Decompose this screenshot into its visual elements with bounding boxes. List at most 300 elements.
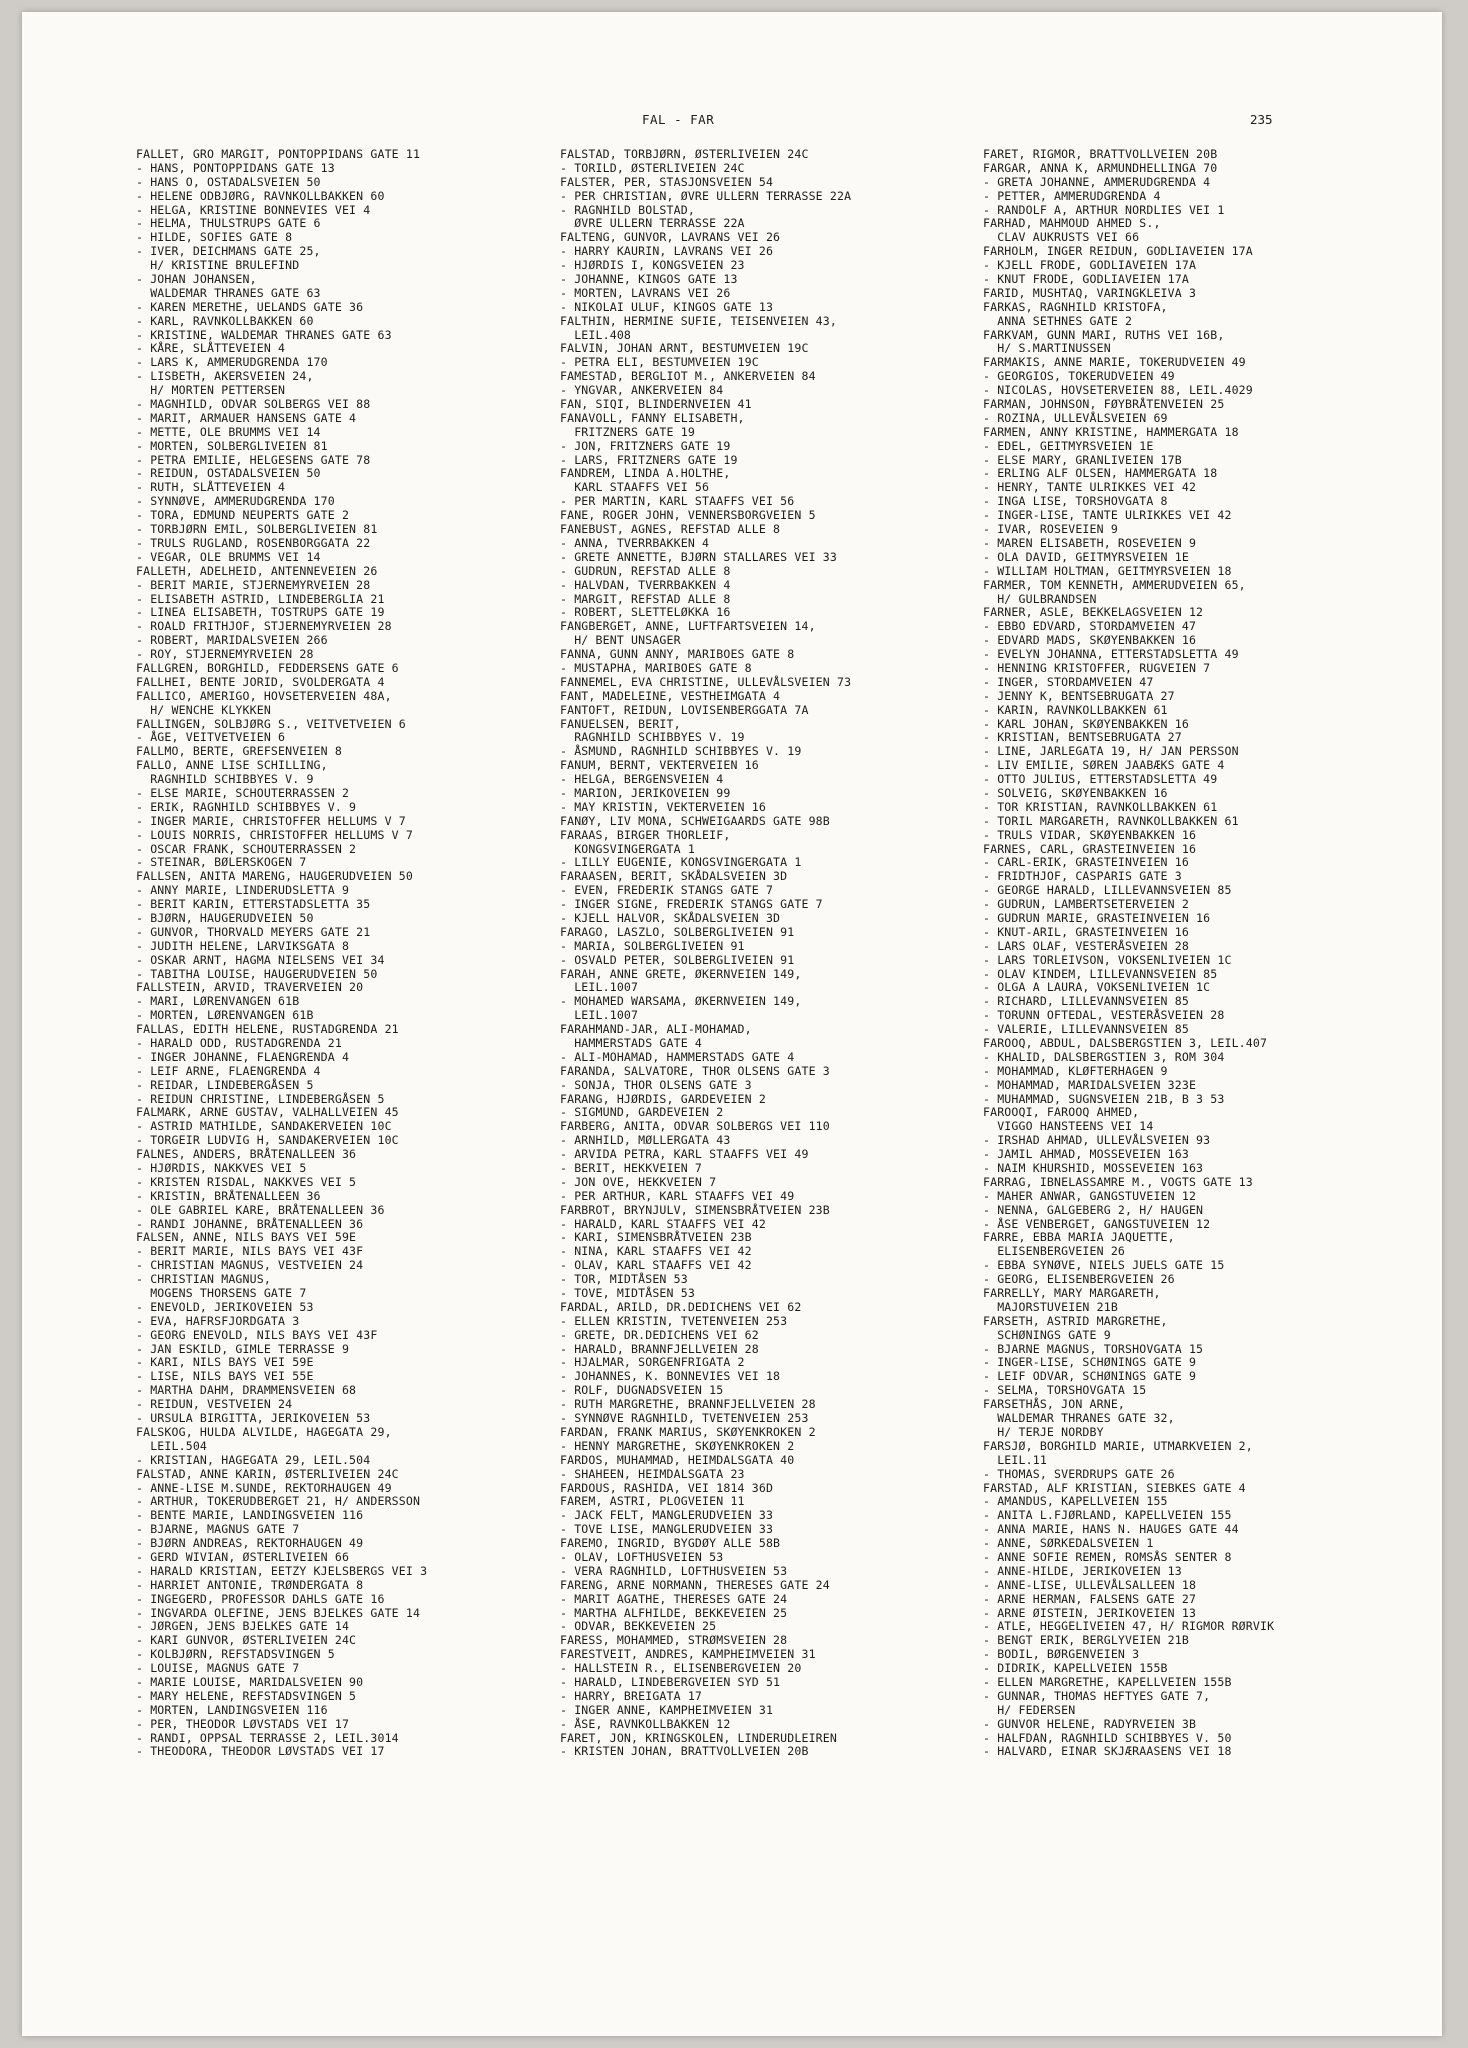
directory-entry-line: - TABITHA LOUISE, HAUGERUDVEIEN 50: [136, 966, 378, 981]
directory-entry-line: HAMMERSTADS GATE 4: [560, 1036, 703, 1050]
directory-entry-line: FARID, MUSHTAQ, VARINGKLEIVA 3: [983, 285, 1197, 300]
directory-entry-line: KARL STAAFFS VEI 56: [560, 480, 710, 495]
directory-entry-line: - KJELL FRODE, GODLIAVEIEN 17A: [983, 258, 1197, 273]
directory-entry-line: FALSEN, ANNE, NILS BAYS VEI 59E: [136, 1230, 357, 1245]
directory-entry-line: - PETRA ELI, BESTUMVEIEN 19C: [560, 355, 759, 370]
directory-entry-line: - HJALMAR, SORGENFRIGATA 2: [560, 1355, 745, 1370]
directory-entry-line: - PER MARTIN, KARL STAAFFS VEI 56: [560, 494, 795, 509]
directory-entry-line: - DIDRIK, KAPELLVEIEN 155B: [983, 1661, 1168, 1676]
directory-entry-line: - KRISTEN RISDAL, NAKKVES VEI 5: [136, 1174, 357, 1189]
directory-entry-line: - HILDE, SOFIES GATE 8: [136, 230, 293, 245]
directory-entry-line: - ROLF, DUGNADSVEIEN 15: [560, 1383, 724, 1398]
directory-entry-line: FANNEMEL, EVA CHRISTINE, ULLEVÅLSVEIEN 73: [560, 674, 852, 689]
directory-entry-line: - MARTHA ALFHILDE, BEKKEVEIEN 25: [560, 1605, 788, 1620]
directory-entry-line: - PETTER, AMMERUDGRENDA 4: [983, 188, 1161, 203]
directory-entry-line: FANUM, BERNT, VEKTERVEIEN 16: [560, 758, 759, 773]
directory-entry-line: - LIV EMILIE, SØREN JAABÆKS GATE 4: [983, 758, 1225, 773]
directory-entry-line: FARAAS, BIRGER THORLEIF,: [560, 827, 731, 842]
directory-entry-line: FANTOFT, REIDUN, LOVISENBERGGATA 7A: [560, 702, 809, 717]
directory-entry-line: - KRISTINE, WALDEMAR THRANES GATE 63: [136, 327, 392, 342]
directory-entry-line: - ERLING ALF OLSEN, HAMMERGATA 18: [983, 466, 1218, 481]
directory-entry-line: - HJØRDIS, NAKKVES VEI 5: [136, 1161, 307, 1176]
directory-entry-line: MOGENS THORSENS GATE 7: [136, 1286, 307, 1301]
directory-entry-line: FARKAS, RAGNHILD KRISTOFA,: [983, 299, 1168, 314]
directory-entry-line: FARHAD, MAHMOUD AHMED S.,: [983, 216, 1161, 231]
directory-entry-line: - ODVAR, BEKKEVEIEN 25: [560, 1619, 717, 1634]
directory-entry-line: WALDEMAR THRANES GATE 32,: [983, 1411, 1175, 1426]
directory-entry-line: FARANDA, SALVATORE, THOR OLSENS GATE 3: [560, 1063, 830, 1078]
directory-entry-line: FALLET, GRO MARGIT, PONTOPPIDANS GATE 11: [136, 147, 421, 161]
directory-entry-line: - ÅSE VENBERGET, GANGSTUVEIEN 12: [983, 1216, 1211, 1231]
directory-entry-line: - INGER-LISE, TANTE ULRIKKES VEI 42: [983, 508, 1232, 523]
directory-entry-line: - EDVARD MADS, SKØYENBAKKEN 16: [983, 633, 1197, 648]
directory-entry-line: - LARS OLAF, VESTERÅSVEIEN 28: [983, 938, 1189, 953]
directory-entry-line: FARHOLM, INGER REIDUN, GODLIAVEIEN 17A: [983, 244, 1253, 259]
directory-entry-line: - WILLIAM HOLTMAN, GEITMYRSVEIEN 18: [983, 563, 1232, 578]
directory-entry-line: - OLGA A LAURA, VOKSENLIVEIEN 1C: [983, 980, 1211, 995]
directory-entry-line: FANT, MADELEINE, VESTHEIMGATA 4: [560, 688, 781, 703]
directory-entry-line: - JAMIL AHMAD, MOSSEVEIEN 163: [983, 1147, 1189, 1162]
directory-entry-line: - OLAV KINDEM, LILLEVANNSVEIEN 85: [983, 966, 1218, 981]
directory-entry-line: - MARIT, ARMAUER HANSENS GATE 4: [136, 410, 357, 425]
directory-entry-line: - AMANDUS, KAPELLVEIEN 155: [983, 1494, 1168, 1509]
directory-entry-line: FARANG, HJØRDIS, GARDEVEIEN 2: [560, 1091, 766, 1106]
directory-entry-line: H/ MORTEN PETTERSEN: [136, 383, 286, 398]
directory-entry-line: - ROY, STJERNEMYRVEIEN 28: [136, 647, 314, 662]
directory-entry-line: - TRULS RUGLAND, ROSENBORGGATA 22: [136, 535, 371, 550]
directory-entry-line: - MARI, LØRENVANGEN 61B: [136, 994, 300, 1009]
directory-entry-line: FARESTVEIT, ANDRES, KAMPHEIMVEIEN 31: [560, 1647, 816, 1662]
directory-entry-line: - ARNE HERMAN, FALSENS GATE 27: [983, 1591, 1197, 1606]
directory-entry-line: FARNES, CARL, GRASTEINVEIEN 16: [983, 841, 1197, 856]
directory-entry-line: - GUNVOR, THORVALD MEYERS GATE 21: [136, 924, 371, 939]
directory-entry-line: - BJARNE, MAGNUS GATE 7: [136, 1522, 300, 1537]
directory-entry-line: FARAASEN, BERIT, SKÅDALSVEIEN 3D: [560, 869, 788, 884]
directory-entry-line: FALLICO, AMERIGO, HOVSETERVEIEN 48A,: [136, 688, 392, 703]
directory-entry-line: FALNES, ANDERS, BRÅTENALLEEN 36: [136, 1147, 357, 1162]
directory-entry-line: - SELMA, TORSHOVGATA 15: [983, 1383, 1147, 1398]
directory-entry-line: FALLSEN, ANITA MARENG, HAUGERUDVEIEN 50: [136, 869, 413, 884]
directory-entry-line: FARNER, ASLE, BEKKELAGSVEIEN 12: [983, 605, 1204, 620]
directory-entry-line: - GUNNAR, THOMAS HEFTYES GATE 7,: [983, 1688, 1211, 1703]
directory-entry-line: - EVELYN JOHANNA, ETTERSTADSLETTA 49: [983, 647, 1239, 662]
directory-entry-line: - ANNE, SØRKEDALSVEIEN 1: [983, 1536, 1154, 1551]
directory-entry-line: - REIDUN, OSTADALSVEIEN 50: [136, 466, 321, 481]
directory-entry-line: ANNA SETHNES GATE 2: [983, 313, 1133, 328]
directory-entry-line: FALTHIN, HERMINE SUFIE, TEISENVEIEN 43,: [560, 313, 837, 328]
directory-entry-line: FARET, JON, KRINGSKOLEN, LINDERUDLEIREN: [560, 1730, 837, 1745]
directory-entry-line: - HENNING KRISTOFFER, RUGVEIEN 7: [983, 660, 1211, 675]
directory-entry-line: - URSULA BIRGITTA, JERIKOVEIEN 53: [136, 1411, 371, 1426]
directory-entry-line: - PER ARTHUR, KARL STAAFFS VEI 49: [560, 1188, 795, 1203]
directory-entry-line: - CHRISTIAN MAGNUS,: [136, 1272, 271, 1287]
directory-entry-line: FARDAL, ARILD, DR.DEDICHENS VEI 62: [560, 1299, 802, 1314]
directory-entry-line: - SIGMUND, GARDEVEIEN 2: [560, 1105, 724, 1120]
directory-entry-line: - OSVALD PETER, SOLBERGLIVEIEN 91: [560, 952, 795, 967]
directory-entry-line: - NICOLAS, HOVSETERVEIEN 88, LEIL.4029: [983, 383, 1253, 398]
directory-entry-line: - INGER-LISE, SCHØNINGS GATE 9: [983, 1355, 1197, 1370]
directory-entry-line: - HALVDAN, TVERRBAKKEN 4: [560, 577, 731, 592]
directory-entry-line: - OLE GABRIEL KARE, BRÅTENALLEEN 36: [136, 1202, 385, 1217]
directory-entry-line: - MORTEN, SOLBERGLIVEIEN 81: [136, 438, 328, 453]
directory-entry-line: - JON OVE, HEKKVEIEN 7: [560, 1174, 717, 1189]
directory-entry-line: - KRISTIAN, BENTSEBRUGATA 27: [983, 730, 1182, 745]
directory-entry-line: H/ BENT UNSAGER: [560, 633, 681, 648]
directory-entry-line: FANGBERGET, ANNE, LUFTFARTSVEIEN 14,: [560, 619, 816, 634]
directory-entry-line: FRITZNERS GATE 19: [560, 424, 695, 439]
directory-entry-line: - LEIF ARNE, FLAENGRENDA 4: [136, 1063, 321, 1078]
directory-entry-line: - LINEA ELISABETH, TOSTRUPS GATE 19: [136, 605, 385, 620]
directory-entry-line: FARET, RIGMOR, BRATTVOLLVEIEN 20B: [983, 147, 1218, 161]
directory-entry-line: - ANNE SOFIE REMEN, ROMSÅS SENTER 8: [983, 1549, 1232, 1564]
directory-entry-line: - IRSHAD AHMAD, ULLEVÅLSVEIEN 93: [983, 1133, 1211, 1148]
directory-entry-line: FANØY, LIV MONA, SCHWEIGAARDS GATE 98B: [560, 813, 830, 828]
directory-entry-line: FANDREM, LINDA A.HOLTHE,: [560, 466, 731, 481]
directory-entry-line: - GUDRUN, REFSTAD ALLE 8: [560, 563, 731, 578]
directory-entry-line: - JAN ESKILD, GIMLE TERRASSE 9: [136, 1341, 350, 1356]
directory-entry-line: FALMARK, ARNE GUSTAV, VALHALLVEIEN 45: [136, 1105, 399, 1120]
directory-entry-line: - BERIT, HEKKVEIEN 7: [560, 1161, 703, 1176]
directory-entry-line: FALLO, ANNE LISE SCHILLING,: [136, 758, 328, 773]
directory-entry-line: - KARL JOHAN, SKØYENBAKKEN 16: [983, 716, 1189, 731]
directory-entry-line: - MARIT AGATHE, THERESES GATE 24: [560, 1591, 788, 1606]
directory-entry-line: - MOHAMMAD, KLØFTERHAGEN 9: [983, 1063, 1168, 1078]
directory-entry-line: FARENG, ARNE NORMANN, THERESES GATE 24: [560, 1577, 830, 1592]
directory-entry-line: - MAREN ELISABETH, ROSEVEIEN 9: [983, 535, 1197, 550]
directory-entry-line: FARBERG, ANITA, ODVAR SOLBERGS VEI 110: [560, 1119, 830, 1134]
page-header: FAL - FAR: [642, 112, 715, 127]
directory-entry-line: - HJØRDIS I, KONGSVEIEN 23: [560, 258, 745, 273]
directory-entry-line: H/ S.MARTINUSSEN: [983, 341, 1111, 356]
directory-entry-line: - OLAV, KARL STAAFFS VEI 42: [560, 1258, 752, 1273]
directory-entry-line: FARGAR, ANNA K, ARMUNDHELLINGA 70: [983, 160, 1218, 175]
directory-entry-line: - HARALD, LINDEBERGVEIEN SYD 51: [560, 1674, 781, 1689]
directory-entry-line: - INGER MARIE, CHRISTOFFER HELLUMS V 7: [136, 813, 406, 828]
directory-entry-line: - LEIF ODVAR, SCHØNINGS GATE 9: [983, 1369, 1197, 1384]
directory-entry-line: - MAY KRISTIN, VEKTERVEIEN 16: [560, 799, 766, 814]
directory-entry-line: FAMESTAD, BERGLIOT M., ANKERVEIEN 84: [560, 369, 816, 384]
directory-entry-line: VIGGO HANSTEENS VEI 14: [983, 1119, 1154, 1134]
directory-entry-line: - RUTH, SLÅTTEVEIEN 4: [136, 480, 286, 495]
directory-column-2: [560, 148, 851, 1759]
directory-entry-line: FALLSTEIN, ARVID, TRAVERVEIEN 20: [136, 980, 364, 995]
directory-entry-line: - VERA RAGNHILD, LOFTHUSVEIEN 53: [560, 1563, 788, 1578]
directory-entry-line: - EBBA SYNØVE, NIELS JUELS GATE 15: [983, 1258, 1225, 1273]
directory-entry-line: - ELLEN MARGRETHE, KAPELLVEIEN 155B: [983, 1674, 1232, 1689]
directory-entry-line: - ROBERT, MARIDALSVEIEN 266: [136, 633, 328, 648]
directory-entry-line: - SONJA, THOR OLSENS GATE 3: [560, 1077, 752, 1092]
directory-entry-line: FALTENG, GUNVOR, LAVRANS VEI 26: [560, 230, 781, 245]
directory-entry-line: - JON, FRITZNERS GATE 19: [560, 438, 731, 453]
directory-entry-line: FARDAN, FRANK MARIUS, SKØYENKROKEN 2: [560, 1424, 816, 1439]
directory-entry-line: - RICHARD, LILLEVANNSVEIEN 85: [983, 994, 1189, 1009]
directory-entry-line: - MORTEN, LAVRANS VEI 26: [560, 285, 731, 300]
directory-entry-line: - BODIL, BØRGENVEIEN 3: [983, 1647, 1140, 1662]
directory-entry-line: - ALI-MOHAMAD, HAMMERSTADS GATE 4: [560, 1049, 795, 1064]
directory-entry-line: - RUTH MARGRETHE, BRANNFJELLVEIEN 28: [560, 1397, 816, 1412]
directory-entry-line: MAJORSTUVEIEN 21B: [983, 1299, 1118, 1314]
directory-entry-line: - ELSE MARY, GRANLIVEIEN 17B: [983, 452, 1182, 467]
directory-entry-line: - ROBERT, SLETTELØKKA 16: [560, 605, 731, 620]
directory-entry-line: FARRE, EBBA MARIA JAQUETTE,: [983, 1230, 1175, 1245]
directory-entry-line: - MARIA, SOLBERGLIVEIEN 91: [560, 938, 745, 953]
directory-entry-line: FALLHEI, BENTE JORID, SVOLDERGATA 4: [136, 674, 385, 689]
directory-entry-line: FALLETH, ADELHEID, ANTENNEVEIEN 26: [136, 563, 378, 578]
directory-entry-line: - INGER SIGNE, FREDERIK STANGS GATE 7: [560, 897, 823, 912]
directory-entry-line: - ÅSE, RAVNKOLLBAKKEN 12: [560, 1716, 731, 1731]
directory-entry-line: - EVA, HAFRSFJORDGATA 3: [136, 1313, 300, 1328]
directory-entry-line: - NINA, KARL STAAFFS VEI 42: [560, 1244, 752, 1259]
directory-entry-line: - MUHAMMAD, SUGNSVEIEN 21B, B 3 53: [983, 1091, 1225, 1106]
directory-entry-line: - INGER JOHANNE, FLAENGRENDA 4: [136, 1049, 350, 1064]
directory-entry-line: ELISENBERGVEIEN 26: [983, 1244, 1126, 1259]
directory-entry-line: - THEODORA, THEODOR LØVSTADS VEI 17: [136, 1744, 385, 1759]
directory-entry-line: - GEORGIOS, TOKERUDVEIEN 49: [983, 369, 1175, 384]
directory-entry-line: - OLAV, LOFTHUSVEIEN 53: [560, 1549, 724, 1564]
directory-entry-line: - HENNY MARGRETHE, SKØYENKROKEN 2: [560, 1438, 795, 1453]
directory-entry-line: - LOUIS NORRIS, CHRISTOFFER HELLUMS V 7: [136, 827, 413, 842]
directory-entry-line: - TOVE, MIDTÅSEN 53: [560, 1286, 695, 1301]
directory-entry-line: - ÅSMUND, RAGNHILD SCHIBBYES V. 19: [560, 744, 802, 759]
directory-entry-line: - TORIL MARGARETH, RAVNKOLLBAKKEN 61: [983, 813, 1239, 828]
directory-entry-line: FALSTAD, ANNE KARIN, ØSTERLIVEIEN 24C: [136, 1466, 399, 1481]
directory-entry-line: - LARS TORLEIVSON, VOKSENLIVEIEN 1C: [983, 952, 1232, 967]
directory-entry-line: - ANNA, TVERRBAKKEN 4: [560, 535, 710, 550]
directory-entry-line: - BJØRN, HAUGERUDVEIEN 50: [136, 910, 314, 925]
directory-entry-line: - SHAHEEN, HEIMDALSGATA 23: [560, 1466, 745, 1481]
directory-entry-line: - BJARNE MAGNUS, TORSHOVGATA 15: [983, 1341, 1204, 1356]
directory-entry-line: - ROALD FRITHJOF, STJERNEMYRVEIEN 28: [136, 619, 392, 634]
directory-entry-line: - LISBETH, AKERSVEIEN 24,: [136, 369, 314, 384]
directory-entry-line: - HARALD ODD, RUSTADGRENDA 21: [136, 1036, 342, 1050]
directory-entry-line: - THOMAS, SVERDRUPS GATE 26: [983, 1466, 1175, 1481]
directory-entry-line: FAREMO, INGRID, BYGDØY ALLE 58B: [560, 1536, 781, 1551]
directory-entry-line: - SOLVEIG, SKØYENBAKKEN 16: [983, 785, 1168, 800]
directory-entry-line: - GRETE, DR.DEDICHENS VEI 62: [560, 1327, 759, 1342]
directory-entry-line: - KOLBJØRN, REFSTADSVINGEN 5: [136, 1647, 335, 1662]
directory-entry-line: - GEORGE HARALD, LILLEVANNSVEIEN 85: [983, 883, 1232, 898]
directory-entry-line: - KARI GUNVOR, ØSTERLIVEIEN 24C: [136, 1633, 357, 1648]
directory-entry-line: - JOHANNES, K. BONNEVIES VEI 18: [560, 1369, 781, 1384]
directory-entry-line: FARMAKIS, ANNE MARIE, TOKERUDVEIEN 49: [983, 355, 1246, 370]
directory-entry-line: - MARY HELENE, REFSTADSVINGEN 5: [136, 1688, 357, 1703]
directory-entry-line: FARKVAM, GUNN MARI, RUTHS VEI 16B,: [983, 327, 1225, 342]
directory-entry-line: - INGA LISE, TORSHOVGATA 8: [983, 494, 1168, 509]
directory-entry-line: FALSTER, PER, STASJONSVEIEN 54: [560, 174, 774, 189]
directory-entry-line: - KRISTEN JOHAN, BRATTVOLLVEIEN 20B: [560, 1744, 809, 1759]
directory-entry-line: - JENNY K, BENTSEBRUGATA 27: [983, 688, 1175, 703]
directory-entry-line: - PETRA EMILIE, HELGESENS GATE 78: [136, 452, 371, 467]
directory-entry-line: - EBBO EDVARD, STORDAMVEIEN 47: [983, 619, 1197, 634]
directory-entry-line: - HALVARD, EINAR SKJÆRAASENS VEI 18: [983, 1744, 1232, 1759]
directory-entry-line: - SYNNØVE RAGNHILD, TVETENVEIEN 253: [560, 1411, 809, 1426]
directory-entry-line: - LARS, FRITZNERS GATE 19: [560, 452, 738, 467]
directory-entry-line: - KRISTIAN, HAGEGATA 29, LEIL.504: [136, 1452, 371, 1467]
directory-entry-line: FARAGO, LASZLO, SOLBERGLIVEIEN 91: [560, 924, 795, 939]
directory-entry-line: - OTTO JULIUS, ETTERSTADSLETTA 49: [983, 772, 1218, 787]
directory-entry-line: - ELISABETH ASTRID, LINDEBERGLIA 21: [136, 591, 385, 606]
directory-entry-line: - ASTRID MATHILDE, SANDAKERVEIEN 10C: [136, 1119, 392, 1134]
directory-entry-line: - CHRISTIAN MAGNUS, VESTVEIEN 24: [136, 1258, 364, 1273]
directory-page: [22, 12, 1442, 2036]
directory-entry-line: - REIDAR, LINDEBERGÅSEN 5: [136, 1077, 314, 1092]
directory-entry-line: - FRIDTHJOF, CASPARIS GATE 3: [983, 869, 1182, 884]
directory-entry-line: - ARNE ØISTEIN, JERIKOVEIEN 13: [983, 1605, 1197, 1620]
directory-entry-line: - ARVIDA PETRA, KARL STAAFFS VEI 49: [560, 1147, 809, 1162]
directory-entry-line: - BENGT ERIK, BERGLYVEIEN 21B: [983, 1633, 1189, 1648]
directory-entry-line: - KARIN, RAVNKOLLBAKKEN 61: [983, 702, 1168, 717]
directory-entry-line: - MORTEN, LANDINGSVEIEN 116: [136, 1702, 328, 1717]
directory-entry-line: FARAHMAND-JAR, ALI-MOHAMAD,: [560, 1022, 752, 1037]
directory-entry-line: FARRELLY, MARY MARGARETH,: [983, 1286, 1161, 1301]
directory-entry-line: FANUELSEN, BERIT,: [560, 716, 681, 731]
directory-entry-line: H/ WENCHE KLYKKEN: [136, 702, 271, 717]
directory-entry-line: FARMEN, ANNY KRISTINE, HAMMERGATA 18: [983, 424, 1239, 439]
directory-entry-line: - INGER, STORDAMVEIEN 47: [983, 674, 1154, 689]
directory-entry-line: FALLGREN, BORGHILD, FEDDERSENS GATE 6: [136, 660, 399, 675]
directory-entry-line: FAROOQI, FAROOQ AHMED,: [983, 1105, 1140, 1120]
directory-entry-line: - INGEGERD, PROFESSOR DAHLS GATE 16: [136, 1591, 385, 1606]
directory-entry-line: - KÅRE, SLÅTTEVEIEN 4: [136, 341, 286, 356]
directory-entry-line: - ANITA L.FJØRLAND, KAPELLVEIEN 155: [983, 1508, 1232, 1523]
directory-entry-line: CLAV AUKRUSTS VEI 66: [983, 230, 1140, 245]
directory-entry-line: - TOR KRISTIAN, RAVNKOLLBAKKEN 61: [983, 799, 1218, 814]
directory-entry-line: - MAHER ANWAR, GANGSTUVEIEN 12: [983, 1188, 1197, 1203]
directory-entry-line: - BERIT MARIE, STJERNEMYRVEIEN 28: [136, 577, 371, 592]
directory-entry-line: - TOR, MIDTÅSEN 53: [560, 1272, 688, 1287]
directory-entry-line: - BJØRN ANDREAS, REKTORHAUGEN 49: [136, 1536, 364, 1551]
directory-entry-line: - GEORG ENEVOLD, NILS BAYS VEI 43F: [136, 1327, 378, 1342]
directory-entry-line: - MOHAMMAD, MARIDALSVEIEN 323E: [983, 1077, 1197, 1092]
directory-entry-line: - IVAR, ROSEVEIEN 9: [983, 522, 1118, 537]
directory-entry-line: H/ KRISTINE BRULEFIND: [136, 258, 300, 273]
directory-entry-line: FALLINGEN, SOLBJØRG S., VEITVETVEIEN 6: [136, 716, 406, 731]
directory-entry-line: - PER, THEODOR LØVSTADS VEI 17: [136, 1716, 350, 1731]
directory-column-1: [136, 148, 427, 1759]
directory-entry-line: - MARTHA DAHM, DRAMMENSVEIEN 68: [136, 1383, 357, 1398]
directory-entry-line: - EDEL, GEITMYRSVEIEN 1E: [983, 438, 1154, 453]
directory-entry-line: - MOHAMED WARSAMA, ØKERNVEIEN 149,: [560, 994, 802, 1009]
directory-entry-line: - JØRGEN, JENS BJELKES GATE 14: [136, 1619, 350, 1634]
directory-entry-line: - HELENE ODBJØRG, RAVNKOLLBAKKEN 60: [136, 188, 385, 203]
directory-entry-line: - BERIT MARIE, NILS BAYS VEI 43F: [136, 1244, 364, 1259]
directory-entry-line: - KAREN MERETHE, UELANDS GATE 36: [136, 299, 364, 314]
directory-entry-line: - RAGNHILD BOLSTAD,: [560, 202, 695, 217]
directory-entry-line: - GERD WIVIAN, ØSTERLIVEIEN 66: [136, 1549, 350, 1564]
directory-entry-line: FALLAS, EDITH HELENE, RUSTADGRENDA 21: [136, 1022, 399, 1037]
directory-entry-line: - GRETE ANNETTE, BJØRN STALLARES VEI 33: [560, 549, 837, 564]
directory-entry-line: - REIDUN CHRISTINE, LINDEBERGÅSEN 5: [136, 1091, 385, 1106]
directory-entry-line: - LOUISE, MAGNUS GATE 7: [136, 1661, 300, 1676]
directory-entry-line: - INGVARDA OLEFINE, JENS BJELKES GATE 14: [136, 1605, 421, 1620]
directory-entry-line: - TORA, EDMUND NEUPERTS GATE 2: [136, 508, 350, 523]
directory-entry-line: - RANDI JOHANNE, BRÅTENALLEEN 36: [136, 1216, 364, 1231]
directory-entry-line: - TOVE LISE, MANGLERUDVEIEN 33: [560, 1522, 774, 1537]
directory-entry-line: - LILLY EUGENIE, KONGSVINGERGATA 1: [560, 855, 802, 870]
directory-entry-line: FALVIN, JOHAN ARNT, BESTUMVEIEN 19C: [560, 341, 809, 356]
directory-entry-line: - HARRIET ANTONIE, TRØNDERGATA 8: [136, 1577, 364, 1592]
directory-entry-line: - ELLEN KRISTIN, TVETENVEIEN 253: [560, 1313, 788, 1328]
directory-entry-line: - HELGA, BERGENSVEIEN 4: [560, 772, 724, 787]
directory-entry-line: - KARL, RAVNKOLLBAKKEN 60: [136, 313, 314, 328]
directory-entry-line: - TORILD, ØSTERLIVEIEN 24C: [560, 160, 745, 175]
directory-entry-line: LEIL.408: [560, 327, 632, 342]
directory-entry-line: FANE, ROGER JOHN, VENNERSBORGVEIEN 5: [560, 508, 816, 523]
directory-entry-line: - ROZINA, ULLEVÅLSVEIEN 69: [983, 410, 1168, 425]
directory-entry-line: - REIDUN, VESTVEIEN 24: [136, 1397, 293, 1412]
directory-entry-line: - MUSTAPHA, MARIBOES GATE 8: [560, 660, 752, 675]
directory-entry-line: - JUDITH HELENE, LARVIKSGATA 8: [136, 938, 350, 953]
directory-entry-line: LEIL.11: [983, 1452, 1047, 1467]
directory-entry-line: - TORBJØRN EMIL, SOLBERGLIVEIEN 81: [136, 522, 378, 537]
directory-entry-line: - ANNE-LISE M.SUNDE, REKTORHAUGEN 49: [136, 1480, 392, 1495]
directory-entry-line: - HARALD, KARL STAAFFS VEI 42: [560, 1216, 766, 1231]
directory-entry-line: - HELGA, KRISTINE BONNEVIES VEI 4: [136, 202, 371, 217]
directory-entry-line: - ANNE-LISE, ULLEVÅLSALLEEN 18: [983, 1577, 1197, 1592]
directory-entry-line: - HELMA, THULSTRUPS GATE 6: [136, 216, 321, 231]
directory-entry-line: - VALERIE, LILLEVANNSVEIEN 85: [983, 1022, 1189, 1037]
directory-entry-line: - OLA DAVID, GEITMYRSVEIEN 1E: [983, 549, 1189, 564]
directory-entry-line: - OSKAR ARNT, HAGMA NIELSENS VEI 34: [136, 952, 385, 967]
directory-entry-line: FARESS, MOHAMMED, STRØMSVEIEN 28: [560, 1633, 788, 1648]
directory-entry-line: - HANS O, OSTADALSVEIEN 50: [136, 174, 321, 189]
directory-entry-line: FARSJØ, BORGHILD MARIE, UTMARKVEIEN 2,: [983, 1438, 1253, 1453]
directory-entry-line: H/ FEDERSEN: [983, 1702, 1076, 1717]
directory-entry-line: - RANDI, OPPSAL TERRASSE 2, LEIL.3014: [136, 1730, 399, 1745]
directory-entry-line: SCHØNINGS GATE 9: [983, 1327, 1111, 1342]
directory-entry-line: - LISE, NILS BAYS VEI 55E: [136, 1369, 314, 1384]
directory-entry-line: - KJELL HALVOR, SKÅDALSVEIEN 3D: [560, 910, 781, 925]
directory-entry-line: - ANNY MARIE, LINDERUDSLETTA 9: [136, 883, 350, 898]
directory-entry-line: - LARS K, AMMERUDGRENDA 170: [136, 355, 328, 370]
directory-entry-line: - NIKOLAI ULUF, KINGOS GATE 13: [560, 299, 774, 314]
directory-entry-line: FALSTAD, TORBJØRN, ØSTERLIVEIEN 24C: [560, 147, 809, 161]
directory-entry-line: - MAGNHILD, ODVAR SOLBERGS VEI 88: [136, 397, 371, 412]
directory-entry-line: LEIL.1007: [560, 980, 639, 995]
directory-entry-line: - TRULS VIDAR, SKØYENBAKKEN 16: [983, 827, 1197, 842]
directory-entry-line: - KNUT FRODE, GODLIAVEIEN 17A: [983, 272, 1189, 287]
directory-entry-line: H/ GULBRANDSEN: [983, 591, 1097, 606]
directory-entry-line: - HALFDAN, RAGNHILD SCHIBBYES V. 50: [983, 1730, 1232, 1745]
directory-entry-line: - MARIE LOUISE, MARIDALSVEIEN 90: [136, 1674, 364, 1689]
directory-entry-line: - JOHANNE, KINGOS GATE 13: [560, 272, 738, 287]
directory-entry-line: - KHALID, DALSBERGSTIEN 3, ROM 304: [983, 1049, 1225, 1064]
directory-entry-line: - ANNA MARIE, HANS N. HAUGES GATE 44: [983, 1522, 1239, 1537]
directory-entry-line: - ANNE-HILDE, JERIKOVEIEN 13: [983, 1563, 1182, 1578]
directory-entry-line: - RANDOLF A, ARTHUR NORDLIES VEI 1: [983, 202, 1225, 217]
directory-entry-line: LEIL.504: [136, 1438, 208, 1453]
directory-entry-line: H/ TERJE NORDBY: [983, 1424, 1104, 1439]
directory-entry-line: - ARTHUR, TOKERUDBERGET 21, H/ ANDERSSON: [136, 1494, 421, 1509]
directory-entry-line: FANAVOLL, FANNY ELISABETH,: [560, 410, 745, 425]
directory-entry-line: KONGSVINGERGATA 1: [560, 841, 695, 856]
directory-entry-line: FARSETHÅS, JON ARNE,: [983, 1397, 1126, 1412]
directory-entry-line: FANNA, GUNN ANNY, MARIBOES GATE 8: [560, 647, 795, 662]
directory-entry-line: - GUDRUN MARIE, GRASTEINVEIEN 16: [983, 910, 1211, 925]
directory-entry-line: - NENNA, GALGEBERG 2, H/ HAUGEN: [983, 1202, 1204, 1217]
directory-entry-line: FARDOS, MUHAMMAD, HEIMDALSGATA 40: [560, 1452, 795, 1467]
directory-column-3: [983, 148, 1274, 1759]
directory-entry-line: - VEGAR, OLE BRUMMS VEI 14: [136, 549, 321, 564]
directory-entry-line: - TORGEIR LUDVIG H, SANDAKERVEIEN 10C: [136, 1133, 399, 1148]
directory-entry-line: RAGNHILD SCHIBBYES V. 19: [560, 730, 745, 745]
directory-entry-line: - GRETA JOHANNE, AMMERUDGRENDA 4: [983, 174, 1211, 189]
directory-entry-line: - METTE, OLE BRUMMS VEI 14: [136, 424, 321, 439]
directory-entry-line: FARBROT, BRYNJULV, SIMENSBRÅTVEIEN 23B: [560, 1202, 830, 1217]
directory-entry-line: FARMER, TOM KENNETH, AMMERUDVEIEN 65,: [983, 577, 1246, 592]
directory-entry-line: LEIL.1007: [560, 1008, 639, 1023]
directory-entry-line: FALSKOG, HULDA ALVILDE, HAGEGATA 29,: [136, 1424, 392, 1439]
